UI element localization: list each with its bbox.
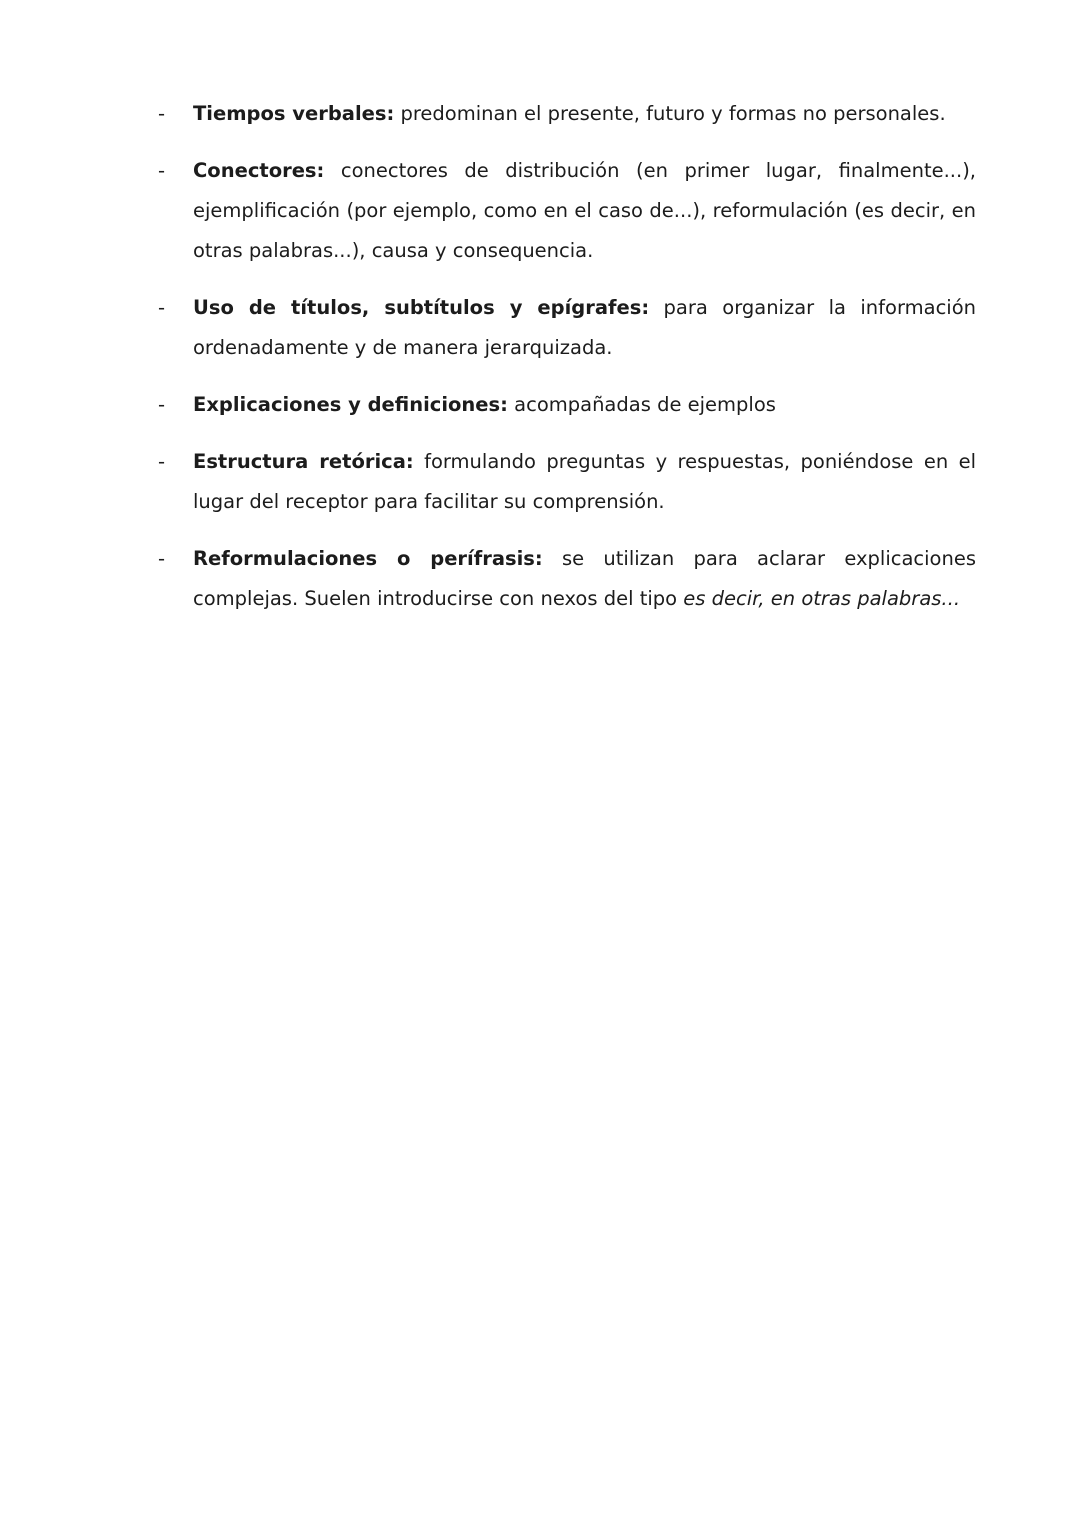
item-term: Conectores: (193, 159, 325, 182)
item-text: predominan el presente, futuro y formas no personales. (394, 102, 946, 125)
item-italic: es decir, en otras palabras... (683, 587, 961, 610)
bullet-dash: - (158, 296, 166, 319)
bullet-dash: - (158, 393, 166, 416)
list-item-connectors (158, 151, 976, 271)
item-text: formulando preguntas y respuestas, poniéndose en el lugar del receptor para facilitar su comprensión. (193, 450, 977, 513)
item-text: se utilizan para aclarar explicaciones complejas. Suelen introducirse con nexos del tipo (193, 547, 976, 610)
list-item-titles (158, 288, 976, 368)
bullet-dash: - (158, 102, 166, 125)
item-term: Uso de títulos, subtítulos y epígrafes: (193, 296, 650, 319)
list-item-rhetorical-structure (158, 442, 976, 522)
item-term: Explicaciones y definiciones: (193, 393, 508, 416)
list-item-verb-tenses (158, 94, 976, 134)
item-term: Tiempos verbales: (193, 102, 395, 125)
item-text: para organizar la información ordenadamente y de manera jerarquizada. (193, 296, 976, 359)
item-term: Estructura retórica: (193, 450, 414, 473)
bullet-dash: - (158, 159, 166, 182)
bullet-dash: - (158, 547, 166, 570)
item-text: acompañadas de ejemplos (507, 393, 776, 416)
item-term: Reformulaciones o perífrasis: (193, 547, 543, 570)
list-item-explanations (158, 385, 976, 425)
list-item-reformulations (158, 539, 976, 619)
feature-list (158, 94, 976, 636)
bullet-dash: - (158, 450, 166, 473)
item-text: conectores de distribución (en primer lugar, finalmente...), ejemplificación (por ejemplo, como en el caso de...), reformulación (es decir, en otras palabras...), causa y consequencia. (193, 159, 976, 262)
